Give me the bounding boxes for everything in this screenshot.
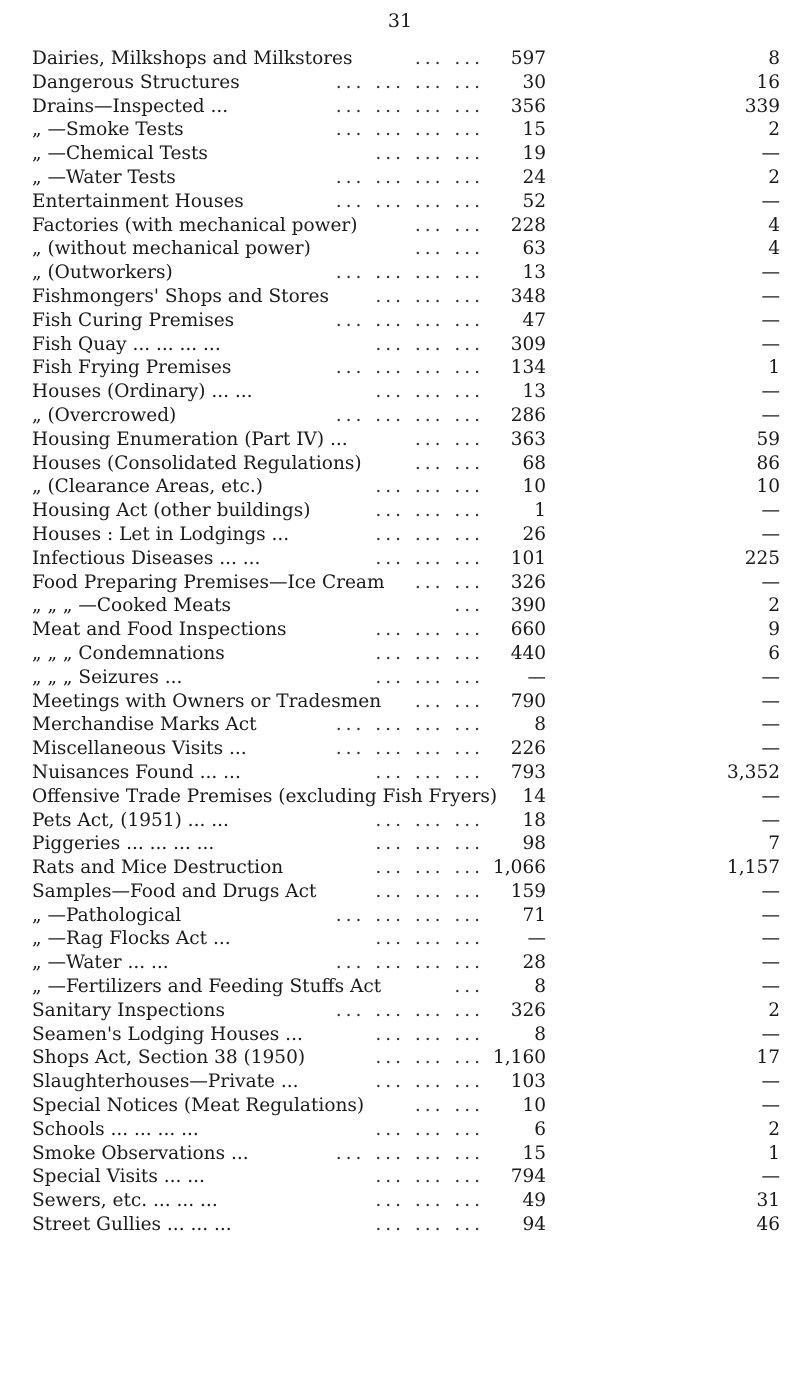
value-visits: 52 bbox=[522, 190, 546, 212]
dot-leader: ... ... ... ... bbox=[335, 1142, 484, 1164]
row-label: Meetings with Owners or Tradesmen bbox=[32, 690, 382, 712]
table-row bbox=[32, 118, 780, 142]
table-row bbox=[32, 927, 780, 951]
value-notices: 4 bbox=[768, 238, 780, 260]
dot-leader: ... ... ... ... bbox=[335, 952, 484, 974]
row-label: Sewers, etc. ... ... ... bbox=[32, 1190, 218, 1212]
value-notices: 9 bbox=[768, 619, 780, 641]
dot-leader: ... ... ... ... bbox=[335, 309, 484, 331]
row-label: „ „ „ Seizures ... bbox=[32, 666, 183, 688]
row-label: „ „ „ Condemnations bbox=[32, 642, 225, 664]
value-notices: — bbox=[761, 571, 780, 593]
dot-leader: ... bbox=[454, 595, 484, 617]
value-notices: 16 bbox=[756, 71, 780, 93]
table-row bbox=[32, 333, 780, 357]
value-visits: 660 bbox=[510, 619, 546, 641]
row-label: Drains—Inspected ... bbox=[32, 95, 229, 117]
value-notices: — bbox=[761, 714, 780, 736]
dot-leader: ... ... ... ... bbox=[335, 404, 484, 426]
table-row bbox=[32, 1070, 780, 1094]
dot-leader: ... ... ... ... bbox=[335, 71, 484, 93]
value-notices: — bbox=[761, 785, 780, 807]
table-row bbox=[32, 737, 780, 761]
value-notices: — bbox=[761, 904, 780, 926]
dot-leader: ... ... ... ... bbox=[335, 714, 484, 736]
value-visits: 1 bbox=[534, 500, 546, 522]
table-row bbox=[32, 618, 780, 642]
value-notices: 6 bbox=[768, 642, 780, 664]
dot-leader: ... ... ... bbox=[375, 880, 484, 902]
row-label: Housing Enumeration (Part IV) ... bbox=[32, 428, 348, 450]
value-visits: 26 bbox=[522, 523, 546, 545]
row-label: Fish Quay ... ... ... ... bbox=[32, 333, 221, 355]
table-row bbox=[32, 1118, 780, 1142]
value-notices: 1 bbox=[768, 1142, 780, 1164]
value-visits: 134 bbox=[510, 357, 546, 379]
value-notices: 86 bbox=[756, 452, 780, 474]
row-label: Dangerous Structures bbox=[32, 71, 240, 93]
table-row bbox=[32, 690, 780, 714]
value-notices: — bbox=[761, 880, 780, 902]
value-notices: — bbox=[761, 143, 780, 165]
table-row bbox=[32, 904, 780, 928]
value-visits: 94 bbox=[522, 1214, 546, 1236]
row-label: Shops Act, Section 38 (1950) bbox=[32, 1047, 306, 1069]
value-notices: 1,157 bbox=[727, 857, 780, 879]
row-label: Samples—Food and Drugs Act bbox=[32, 880, 317, 902]
value-notices: — bbox=[761, 666, 780, 688]
row-label: Dairies, Milkshops and Milkstores bbox=[32, 48, 353, 69]
table-row bbox=[32, 1213, 780, 1237]
value-notices: — bbox=[761, 952, 780, 974]
value-visits: — bbox=[527, 666, 546, 688]
table-row bbox=[32, 1094, 780, 1118]
row-label: „ —Pathological bbox=[32, 904, 182, 926]
value-visits: 326 bbox=[510, 571, 546, 593]
row-label: „ „ „ —Cooked Meats bbox=[32, 595, 232, 617]
table-row bbox=[32, 190, 780, 214]
row-label: „ (without mechanical power) bbox=[32, 238, 311, 260]
value-visits: 28 bbox=[522, 952, 546, 974]
value-notices: — bbox=[761, 309, 780, 331]
value-visits: 24 bbox=[522, 166, 546, 188]
dot-leader: ... ... ... ... bbox=[335, 95, 484, 117]
dot-leader: ... ... bbox=[414, 571, 484, 593]
row-label: Infectious Diseases ... ... bbox=[32, 547, 261, 569]
value-notices: 2 bbox=[768, 595, 780, 617]
value-visits: 794 bbox=[510, 1166, 546, 1188]
value-visits: 18 bbox=[522, 809, 546, 831]
dot-leader: ... ... ... ... bbox=[335, 999, 484, 1021]
value-notices: 225 bbox=[744, 547, 780, 569]
row-label: Houses (Ordinary) ... ... bbox=[32, 381, 253, 403]
value-notices: 1 bbox=[768, 357, 780, 379]
table-row bbox=[32, 237, 780, 261]
value-notices: 59 bbox=[756, 428, 780, 450]
value-visits: 1,066 bbox=[493, 857, 546, 879]
value-visits: 13 bbox=[522, 381, 546, 403]
value-visits: 8 bbox=[534, 976, 546, 998]
table-row bbox=[32, 214, 780, 238]
table-row bbox=[32, 785, 780, 809]
value-visits: 8 bbox=[534, 1023, 546, 1045]
value-notices: — bbox=[761, 928, 780, 950]
row-label: Smoke Observations ... bbox=[32, 1142, 249, 1164]
dot-leader: ... ... bbox=[414, 1095, 484, 1117]
value-visits: 19 bbox=[522, 143, 546, 165]
dot-leader: ... ... ... ... bbox=[335, 262, 484, 284]
row-label: Merchandise Marks Act bbox=[32, 714, 257, 736]
value-notices: 4 bbox=[768, 214, 780, 236]
table-row bbox=[32, 404, 780, 428]
table-row bbox=[32, 309, 780, 333]
value-notices: — bbox=[761, 809, 780, 831]
value-visits: 226 bbox=[510, 738, 546, 760]
dot-leader: ... ... ... bbox=[375, 285, 484, 307]
row-label: Nuisances Found ... ... bbox=[32, 761, 241, 783]
table-row bbox=[32, 880, 780, 904]
row-label: Factories (with mechanical power) bbox=[32, 214, 358, 236]
value-notices: 46 bbox=[756, 1214, 780, 1236]
row-label: Sanitary Inspections bbox=[32, 999, 225, 1021]
value-visits: 14 bbox=[522, 785, 546, 807]
table-row bbox=[32, 761, 780, 785]
table-row bbox=[32, 975, 780, 999]
dot-leader: ... ... bbox=[414, 690, 484, 712]
value-visits: 597 bbox=[510, 48, 546, 69]
table-row bbox=[32, 642, 780, 666]
dot-leader: ... ... bbox=[414, 214, 484, 236]
value-notices: 2 bbox=[768, 1118, 780, 1140]
row-label: Miscellaneous Visits ... bbox=[32, 738, 247, 760]
dot-leader: ... ... ... bbox=[375, 809, 484, 831]
row-label: Schools ... ... ... ... bbox=[32, 1118, 199, 1140]
row-label: Entertainment Houses bbox=[32, 190, 244, 212]
dot-leader: ... ... ... bbox=[375, 642, 484, 664]
table-row bbox=[32, 1165, 780, 1189]
value-visits: 363 bbox=[510, 428, 546, 450]
row-label: Houses (Consolidated Regulations) bbox=[32, 452, 362, 474]
dot-leader: ... ... ... bbox=[375, 761, 484, 783]
value-visits: 101 bbox=[510, 547, 546, 569]
row-label: „ —Water Tests bbox=[32, 166, 176, 188]
row-label: „ —Chemical Tests bbox=[32, 143, 208, 165]
dot-leader: ... ... ... ... bbox=[335, 119, 484, 141]
page-number: 31 bbox=[387, 10, 413, 32]
row-label: „ (Overcrowed) bbox=[32, 404, 177, 426]
dot-leader: ... ... bbox=[414, 48, 484, 69]
dot-leader: ... ... ... bbox=[375, 333, 484, 355]
dot-leader: ... ... ... bbox=[375, 500, 484, 522]
row-label: Fish Frying Premises bbox=[32, 357, 232, 379]
value-notices: — bbox=[761, 523, 780, 545]
value-visits: 47 bbox=[522, 309, 546, 331]
row-label: Seamen's Lodging Houses ... bbox=[32, 1023, 303, 1045]
table-row bbox=[32, 261, 780, 285]
dot-leader: ... ... ... bbox=[375, 381, 484, 403]
table-row bbox=[32, 999, 780, 1023]
table-row bbox=[32, 1046, 780, 1070]
value-visits: 1,160 bbox=[493, 1047, 546, 1069]
value-visits: 390 bbox=[510, 595, 546, 617]
value-visits: 356 bbox=[510, 95, 546, 117]
value-visits: 10 bbox=[522, 1095, 546, 1117]
dot-leader: ... ... ... bbox=[375, 1047, 484, 1069]
value-notices: — bbox=[761, 190, 780, 212]
value-notices: 10 bbox=[756, 476, 780, 498]
value-visits: 8 bbox=[534, 714, 546, 736]
dot-leader: ... ... ... bbox=[375, 1023, 484, 1045]
row-label: Fish Curing Premises bbox=[32, 309, 235, 331]
dot-leader: ... ... ... bbox=[375, 619, 484, 641]
table-row bbox=[32, 1023, 780, 1047]
dot-leader: ... ... ... ... bbox=[335, 904, 484, 926]
row-label: Housing Act (other buildings) bbox=[32, 500, 311, 522]
table-row bbox=[32, 499, 780, 523]
dot-leader: ... ... ... bbox=[375, 1118, 484, 1140]
value-notices: 7 bbox=[768, 833, 780, 855]
value-visits: 63 bbox=[522, 238, 546, 260]
table-row bbox=[32, 166, 780, 190]
row-label: Food Preparing Premises—Ice Cream bbox=[32, 571, 385, 593]
value-notices: — bbox=[761, 404, 780, 426]
inspections-table bbox=[32, 47, 780, 1237]
value-visits: 309 bbox=[510, 333, 546, 355]
table-row bbox=[32, 1142, 780, 1166]
table-row bbox=[32, 285, 780, 309]
value-notices: — bbox=[761, 1023, 780, 1045]
row-label: Rats and Mice Destruction bbox=[32, 857, 284, 879]
row-label: „ (Clearance Areas, etc.) bbox=[32, 476, 263, 498]
row-label: Piggeries ... ... ... ... bbox=[32, 833, 215, 855]
row-label: Slaughterhouses—Private ... bbox=[32, 1071, 299, 1093]
value-notices: — bbox=[761, 690, 780, 712]
row-label: „ —Smoke Tests bbox=[32, 119, 184, 141]
dot-leader: ... ... ... bbox=[375, 833, 484, 855]
value-notices: 17 bbox=[756, 1047, 780, 1069]
value-notices: — bbox=[761, 738, 780, 760]
dot-leader: ... ... ... bbox=[375, 1166, 484, 1188]
value-notices: — bbox=[761, 1071, 780, 1093]
dot-leader: ... ... ... bbox=[375, 1190, 484, 1212]
table-row bbox=[32, 666, 780, 690]
table-row bbox=[32, 809, 780, 833]
table-row bbox=[32, 571, 780, 595]
dot-leader: ... ... ... ... bbox=[335, 738, 484, 760]
value-visits: 103 bbox=[510, 1071, 546, 1093]
row-label: „ (Outworkers) bbox=[32, 262, 173, 284]
value-notices: — bbox=[761, 1166, 780, 1188]
value-visits: 793 bbox=[510, 761, 546, 783]
row-label: „ —Rag Flocks Act ... bbox=[32, 928, 231, 950]
value-visits: 326 bbox=[510, 999, 546, 1021]
table-row bbox=[32, 47, 780, 71]
table-row bbox=[32, 594, 780, 618]
value-visits: 286 bbox=[510, 404, 546, 426]
value-notices: 3,352 bbox=[727, 761, 780, 783]
dot-leader: ... ... ... bbox=[375, 547, 484, 569]
value-notices: 339 bbox=[744, 95, 780, 117]
table-row bbox=[32, 428, 780, 452]
row-label: Houses : Let in Lodgings ... bbox=[32, 523, 290, 545]
value-visits: 440 bbox=[510, 642, 546, 664]
dot-leader: ... bbox=[454, 976, 484, 998]
dot-leader: ... ... ... bbox=[375, 666, 484, 688]
dot-leader: ... ... ... bbox=[375, 1214, 484, 1236]
dot-leader: ... ... ... bbox=[375, 523, 484, 545]
table-row bbox=[32, 95, 780, 119]
value-visits: 49 bbox=[522, 1190, 546, 1212]
value-visits: 15 bbox=[522, 1142, 546, 1164]
table-row bbox=[32, 356, 780, 380]
table-row bbox=[32, 1189, 780, 1213]
dot-leader: ... ... ... bbox=[375, 476, 484, 498]
row-label: Fishmongers' Shops and Stores bbox=[32, 285, 329, 307]
table-row bbox=[32, 951, 780, 975]
value-visits: 228 bbox=[510, 214, 546, 236]
dot-leader: ... ... ... bbox=[375, 1071, 484, 1093]
value-notices: — bbox=[761, 1095, 780, 1117]
table-row bbox=[32, 856, 780, 880]
value-visits: 98 bbox=[522, 833, 546, 855]
value-notices: 31 bbox=[756, 1190, 780, 1212]
value-notices: — bbox=[761, 381, 780, 403]
dot-leader: ... ... ... ... bbox=[335, 357, 484, 379]
row-label: Special Visits ... ... bbox=[32, 1166, 205, 1188]
value-visits: 10 bbox=[522, 476, 546, 498]
table-row bbox=[32, 523, 780, 547]
row-label: Meat and Food Inspections bbox=[32, 619, 287, 641]
value-visits: 13 bbox=[522, 262, 546, 284]
table-row bbox=[32, 547, 780, 571]
dot-leader: ... ... ... bbox=[375, 143, 484, 165]
row-label: „ —Water ... ... bbox=[32, 952, 169, 974]
row-label: „ —Fertilizers and Feeding Stuffs Act bbox=[32, 976, 382, 998]
row-label: Pets Act, (1951) ... ... bbox=[32, 809, 229, 831]
value-notices: — bbox=[761, 976, 780, 998]
value-notices: — bbox=[761, 262, 780, 284]
row-label: Special Notices (Meat Regulations) bbox=[32, 1095, 365, 1117]
dot-leader: ... ... ... ... bbox=[335, 166, 484, 188]
value-notices: 8 bbox=[768, 48, 780, 69]
table-row bbox=[32, 475, 780, 499]
table-row bbox=[32, 713, 780, 737]
value-notices: 2 bbox=[768, 119, 780, 141]
dot-leader: ... ... ... bbox=[375, 928, 484, 950]
table-row bbox=[32, 832, 780, 856]
table-row bbox=[32, 380, 780, 404]
value-visits: — bbox=[527, 928, 546, 950]
row-label: Offensive Trade Premises (excluding Fish Fryers) bbox=[32, 785, 498, 807]
value-notices: 2 bbox=[768, 166, 780, 188]
value-visits: 71 bbox=[522, 904, 546, 926]
value-visits: 6 bbox=[534, 1118, 546, 1140]
table-row bbox=[32, 452, 780, 476]
value-visits: 30 bbox=[522, 71, 546, 93]
dot-leader: ... ... bbox=[414, 428, 484, 450]
value-notices: 2 bbox=[768, 999, 780, 1021]
value-notices: — bbox=[761, 333, 780, 355]
value-visits: 68 bbox=[522, 452, 546, 474]
dot-leader: ... ... bbox=[414, 452, 484, 474]
value-visits: 15 bbox=[522, 119, 546, 141]
value-visits: 790 bbox=[510, 690, 546, 712]
value-visits: 348 bbox=[510, 285, 546, 307]
dot-leader: ... ... ... bbox=[375, 857, 484, 879]
row-label: Street Gullies ... ... ... bbox=[32, 1214, 232, 1236]
value-visits: 159 bbox=[510, 880, 546, 902]
table-row bbox=[32, 142, 780, 166]
value-notices: — bbox=[761, 500, 780, 522]
dot-leader: ... ... ... ... bbox=[335, 190, 484, 212]
table-row bbox=[32, 71, 780, 95]
dot-leader: ... ... bbox=[414, 238, 484, 260]
value-notices: — bbox=[761, 285, 780, 307]
